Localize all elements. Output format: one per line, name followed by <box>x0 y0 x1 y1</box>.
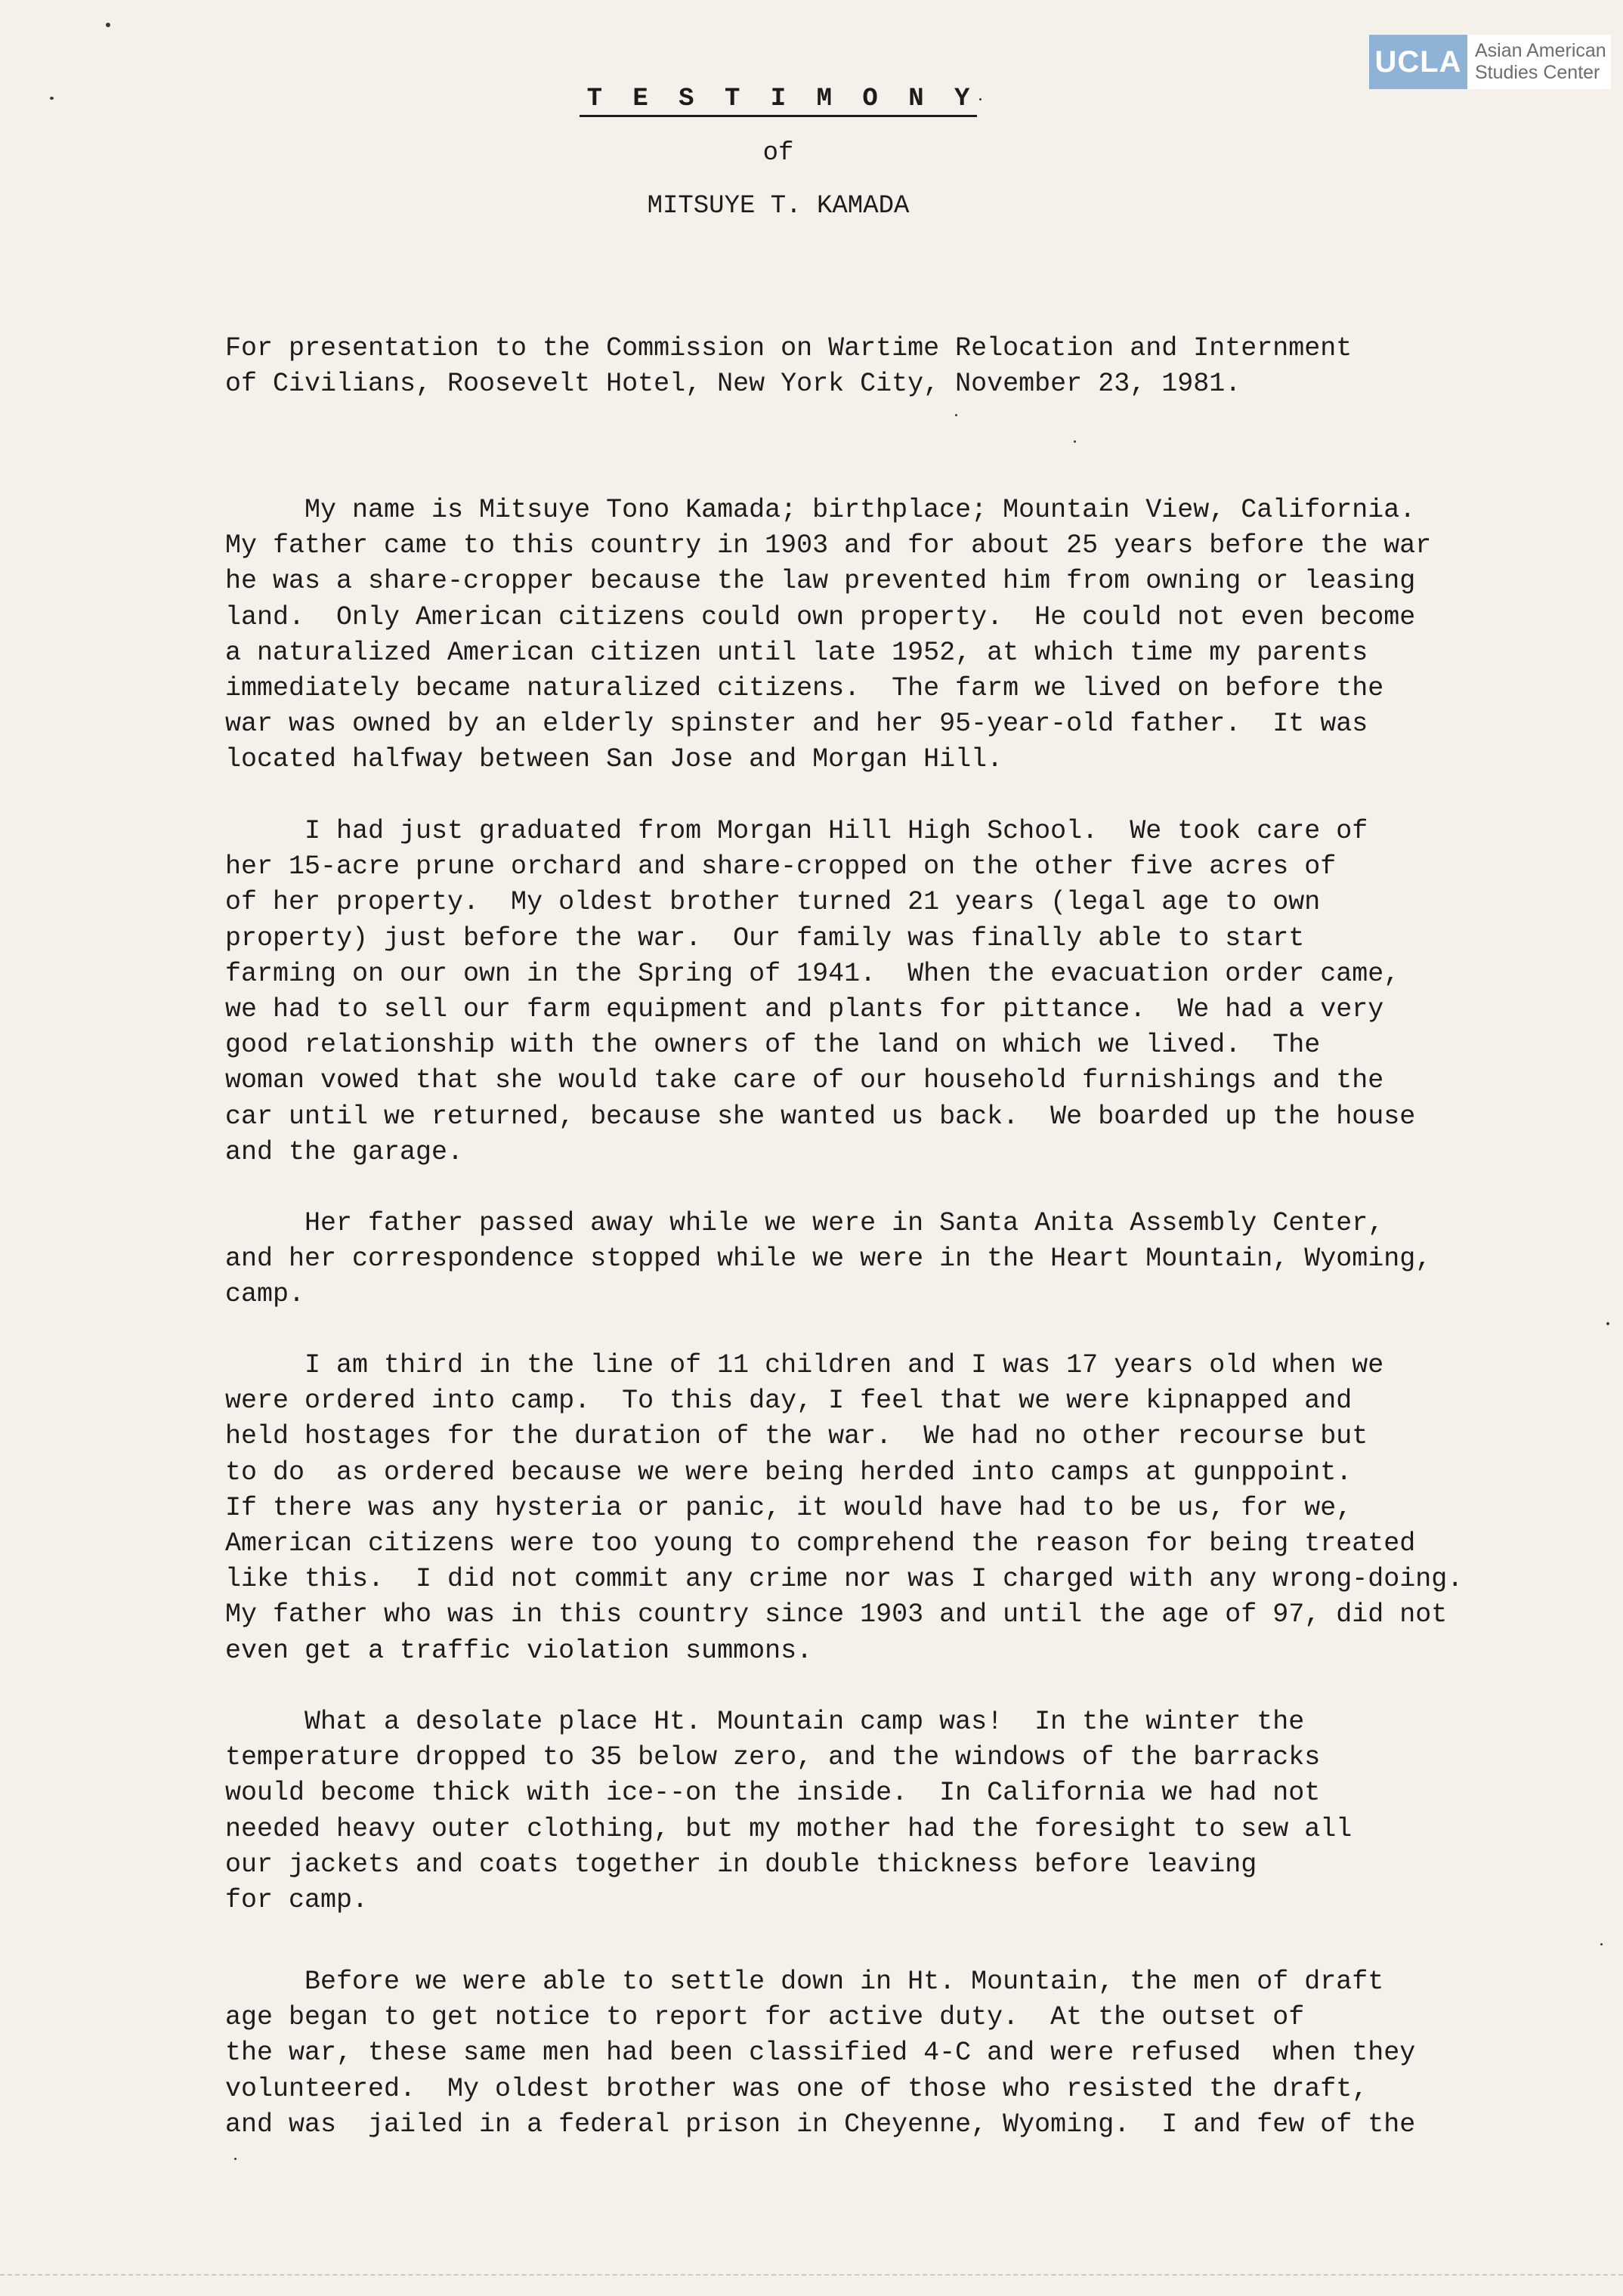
logo-line-2: Studies Center <box>1475 62 1600 83</box>
ucla-logo <box>1369 35 1611 89</box>
ucla-logo-mark: UCLA <box>1369 35 1467 89</box>
document-title <box>0 85 1557 113</box>
ucla-logo-text <box>1467 35 1611 89</box>
paragraph-3: Her father passed away while we were in Santa Anita Assembly Center, and her correspondence stopped while we were in the Heart Mountain, Wyoming, camp. <box>225 1208 1432 1310</box>
logo-line-1: Asian American <box>1475 40 1606 61</box>
title-of: of <box>762 139 794 168</box>
paragraph-6: Before we were able to settle down in Ht. Mountain, the men of draft age began to get notice to report for active duty. At the outset of the war, these same men had been classified 4-C and were refused when they volunteered. My oldest brother was one of those who resisted the draft, and was jailed in a federal prison in Cheyenne, Wyoming. I and few of the <box>225 1967 1416 2140</box>
witness-name: MITSUYE T. KAMADA <box>647 192 910 221</box>
scan-edge <box>0 2274 1623 2277</box>
document-title-text: T E S T I M O N Y <box>580 85 978 117</box>
paragraph-2: I had just graduated from Morgan Hill High School. We took care of her 15-acre prune orchard and share-cropped on the other five acres of of her property. My oldest brother turned 21 years (legal age to own property) just before the war. Our family was finally able to start farming on our own in the Spring of 1941. When the evacuation order came, we had to sell our farm equipment and plants for pittance. We had a very good relationship with the owners of the land on which we lived. The woman vowed that she would take care of our household furnishings and the car until we returned, because she wanted us back. We boarded up the house and the garage. <box>225 816 1416 1167</box>
paragraph-1: My name is Mitsuye Tono Kamada; birthplace; Mountain View, California. My father came to this country in 1903 and for about 25 years before the war he was a share-cropper because the law prevented him from owning or leasing land. Only American citizens could own property. He could not even become a naturalized American citizen until late 1952, at which time my parents immediately became naturalized citizens. The farm we lived on before the war was owned by an elderly spinster and her 95-year-old father. It was located halfway between San Jose and Morgan Hill. <box>225 495 1432 775</box>
paragraph-4: I am third in the line of 11 children and I was 17 years old when we were ordered into camp. To this day, I feel that we were kipnapped and held hostages for the duration of the war. We had no other recourse but to do as ordered because we were being herded into camps at gunppoint. If there was any hysteria or panic, it would have had to be us, for we, American citizens were too young to comprehend the reason for being treated like this. I did not commit any crime nor was I charged with any wrong-doing. My father who was in this country since 1903 and until the age of 97, did not even get a traffic violation summons. <box>225 1350 1464 1666</box>
paragraph-5: What a desolate place Ht. Mountain camp was! In the winter the temperature dropped to 35 below zero, and the windows of the barracks would become thick with ice--on the inside. In California we had not needed heavy outer clothing, but my mother had the foresight to sew all our jackets and coats together in double thickness before leaving for camp. <box>225 1707 1352 1916</box>
presentation-note: For presentation to the Commission on Wartime Relocation and Internment of Civilians, Roosevelt Hotel, New York City, November 23, 1981. <box>225 333 1352 400</box>
